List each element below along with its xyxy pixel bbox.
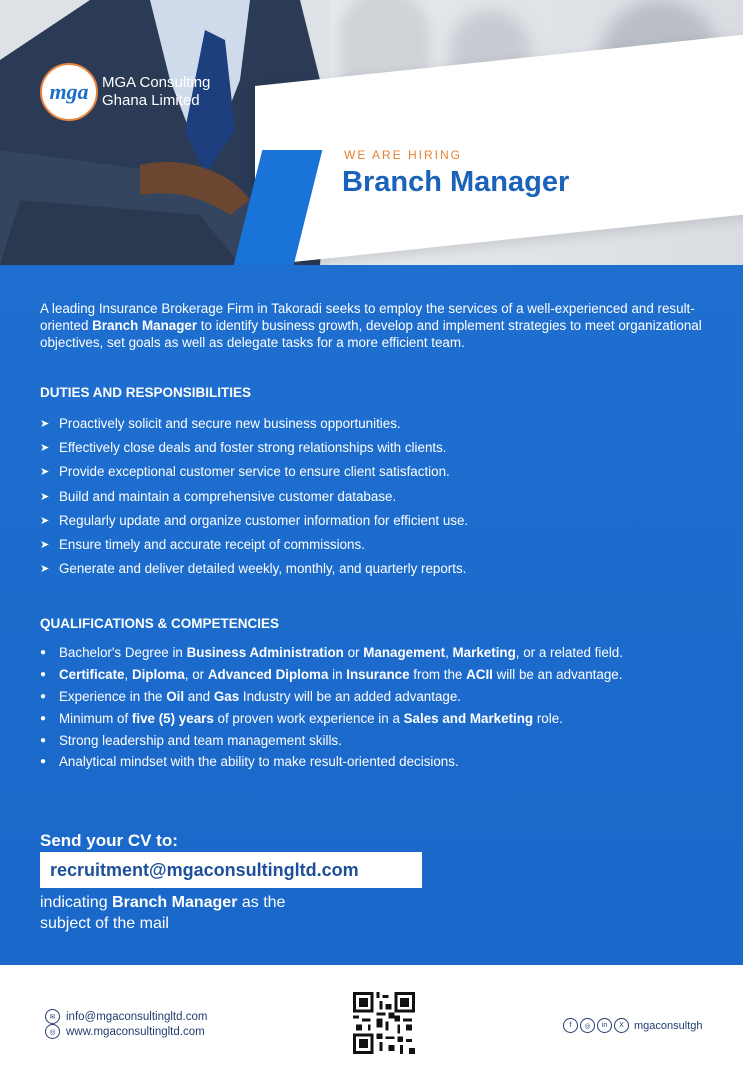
- duty-text: Proactively solicit and secure new business opportunities.: [59, 415, 401, 431]
- qr-code[interactable]: [353, 992, 415, 1054]
- duty-item: [40, 508, 720, 532]
- globe-icon: ◎: [45, 1024, 60, 1039]
- qualification-item: [40, 664, 730, 686]
- duty-item: [40, 411, 720, 435]
- dot-bullet-icon: ●: [40, 756, 47, 768]
- duty-text: Provide exceptional customer service to ensure client satisfaction.: [59, 464, 450, 480]
- qualification-item: [40, 751, 730, 773]
- qualification-item: [40, 729, 730, 751]
- email-icon: ✉: [45, 1009, 60, 1024]
- duty-item: [40, 435, 720, 459]
- footer: [0, 965, 743, 1080]
- arrow-bullet-icon: ➤: [40, 514, 50, 527]
- dot-bullet-icon: ●: [40, 712, 47, 724]
- hiring-kicker: WE ARE HIRING: [344, 148, 463, 162]
- qualification-item: [40, 707, 730, 729]
- duty-text: Generate and deliver detailed weekly, monthly, and quarterly reports.: [59, 561, 467, 577]
- duty-item: [40, 557, 720, 581]
- qualification-text: Bachelor's Degree in Business Administration or Management, Marketing, or a related field.: [59, 645, 623, 661]
- arrow-bullet-icon: ➤: [40, 539, 50, 552]
- qualification-text: Experience in the Oil and Gas Industry will be an added advantage.: [59, 688, 462, 704]
- company-name: MGA Consulting Ghana Limited: [102, 74, 211, 109]
- qualification-text: Minimum of five (5) years of proven work experience in a Sales and Marketing role.: [59, 710, 563, 726]
- job-details-panel: [0, 265, 743, 965]
- qualification-text: Analytical mindset with the ability to make result-oriented decisions.: [59, 754, 459, 770]
- send-cv-heading: Send your CV to:: [40, 831, 178, 850]
- duty-text: Effectively close deals and foster strong relationships with clients.: [59, 439, 447, 455]
- x-icon[interactable]: X: [614, 1018, 629, 1033]
- social-handle[interactable]: mgaconsultgh: [634, 1019, 703, 1032]
- linkedin-icon[interactable]: in: [597, 1018, 612, 1033]
- arrow-bullet-icon: ➤: [40, 563, 50, 576]
- duty-item: [40, 532, 720, 556]
- dot-bullet-icon: ●: [40, 669, 47, 681]
- qualifications-list: [40, 642, 730, 773]
- footer-website[interactable]: ◎ www.mgaconsultingltd.com: [45, 1024, 205, 1039]
- qualification-item: [40, 686, 730, 708]
- dot-bullet-icon: ●: [40, 690, 47, 702]
- duty-item: [40, 484, 720, 508]
- duty-text: Ensure timely and accurate receipt of commissions.: [59, 537, 365, 553]
- instagram-icon[interactable]: ◎: [580, 1018, 595, 1033]
- dot-bullet-icon: ●: [40, 734, 47, 746]
- logo-icon: mga: [40, 63, 98, 121]
- intro-paragraph: A leading Insurance Brokerage Firm in Takoradi seeks to employ the services of a well-experienced and result-oriented Branch Manager to identify business growth, develop and implement strategies to meet organizational objectives, set goals as well as delegate tasks for a more efficient team.: [40, 301, 702, 350]
- arrow-bullet-icon: ➤: [40, 466, 50, 479]
- duty-text: Build and maintain a comprehensive customer database.: [59, 488, 397, 504]
- duty-item: [40, 460, 720, 484]
- social-links: [563, 1018, 703, 1033]
- qualifications-heading: QUALIFICATIONS & COMPETENCIES: [40, 616, 280, 631]
- job-title: Branch Manager: [342, 166, 570, 198]
- apply-instructions: indicating Branch Manager as the subject of the mail: [40, 894, 286, 932]
- duties-list: [40, 411, 720, 581]
- duties-heading: DUTIES AND RESPONSIBILITIES: [40, 385, 252, 400]
- recruitment-email[interactable]: recruitment@mgaconsultingltd.com: [40, 852, 422, 888]
- hero-banner: [0, 0, 743, 265]
- duty-text: Regularly update and organize customer information for efficient use.: [59, 512, 469, 528]
- company-logo: [40, 63, 210, 121]
- arrow-bullet-icon: ➤: [40, 417, 50, 430]
- qualification-text: Strong leadership and team management skills.: [59, 732, 342, 748]
- facebook-icon[interactable]: f: [563, 1018, 578, 1033]
- qualification-item: [40, 642, 730, 664]
- arrow-bullet-icon: ➤: [40, 490, 50, 503]
- dot-bullet-icon: ●: [40, 647, 47, 659]
- arrow-bullet-icon: ➤: [40, 441, 50, 454]
- footer-email[interactable]: ✉ info@mgaconsultingltd.com: [45, 1009, 207, 1024]
- qualification-text: Certificate, Diploma, or Advanced Diploma in Insurance from the ACII will be an advantage.: [59, 667, 623, 683]
